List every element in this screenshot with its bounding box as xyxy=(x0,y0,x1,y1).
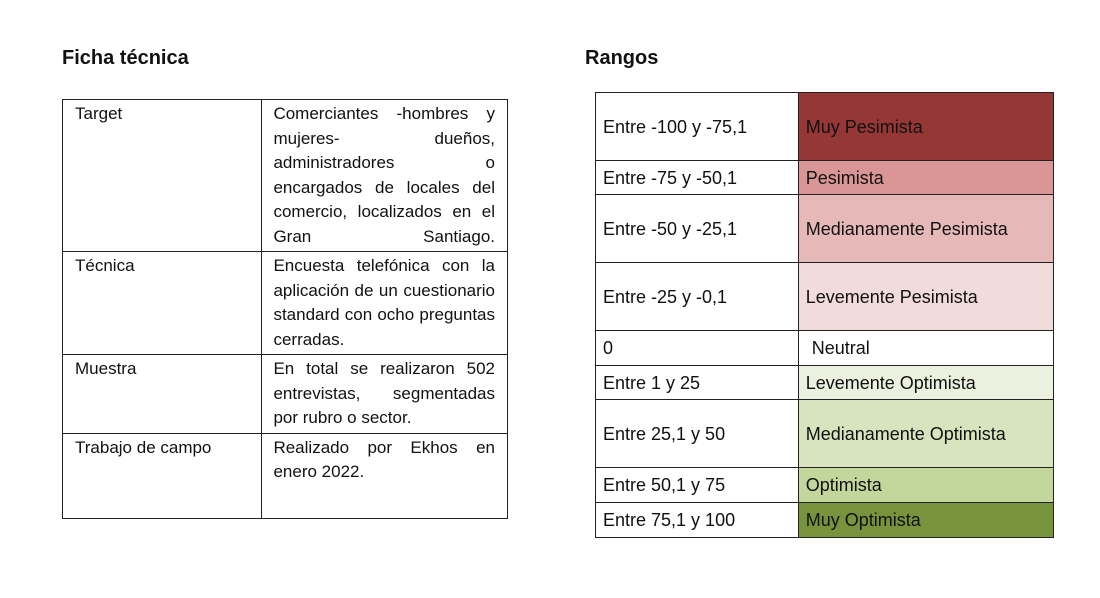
category-cell-neutral: Neutral xyxy=(798,331,1053,366)
range-cell: Entre 50,1 y 75 xyxy=(596,468,799,503)
category-cell-muy-optimista: Muy Optimista xyxy=(798,503,1053,538)
category-cell-levemente-optimista: Levemente Optimista xyxy=(798,366,1053,400)
range-cell: Entre 25,1 y 50 xyxy=(596,400,799,468)
category-cell-optimista: Optimista xyxy=(798,468,1053,503)
table-row xyxy=(63,100,508,252)
row-label-muestra: Muestra xyxy=(63,355,262,434)
table-row xyxy=(596,468,1054,503)
range-cell: Entre -100 y -75,1 xyxy=(596,93,799,161)
ficha-tecnica-table xyxy=(62,99,508,519)
range-cell: Entre -50 y -25,1 xyxy=(596,195,799,263)
table-row xyxy=(63,355,508,434)
table-row xyxy=(596,93,1054,161)
range-cell: Entre -75 y -50,1 xyxy=(596,161,799,195)
category-cell-levemente-pesimista: Levemente Pesimista xyxy=(798,263,1053,331)
range-cell: 0 xyxy=(596,331,799,366)
table-row xyxy=(596,400,1054,468)
category-cell-muy-pesimista: Muy Pesimista xyxy=(798,93,1053,161)
row-label-tecnica: Técnica xyxy=(63,252,262,355)
row-label-target: Target xyxy=(63,100,262,252)
rangos-heading: Rangos xyxy=(585,47,659,69)
table-row xyxy=(596,161,1054,195)
ficha-tecnica-heading: Ficha técnica xyxy=(62,47,189,69)
category-cell-medianamente-optimista: Medianamente Optimista xyxy=(798,400,1053,468)
rangos-table xyxy=(595,92,1054,538)
row-value-muestra: En total se realizaron 502 entrevistas, segmentadas por rubro o sector. xyxy=(262,355,508,434)
category-cell-medianamente-pesimista: Medianamente Pesimista xyxy=(798,195,1053,263)
table-row xyxy=(596,503,1054,538)
row-value-trabajo-de-campo: Realizado por Ekhos en enero 2022. xyxy=(262,433,508,518)
table-row xyxy=(596,331,1054,366)
row-label-trabajo-de-campo: Trabajo de campo xyxy=(63,433,262,518)
table-row xyxy=(63,252,508,355)
table-row xyxy=(596,195,1054,263)
table-row xyxy=(63,433,508,518)
range-cell: Entre -25 y -0,1 xyxy=(596,263,799,331)
category-cell-pesimista: Pesimista xyxy=(798,161,1053,195)
table-row xyxy=(596,366,1054,400)
range-cell: Entre 75,1 y 100 xyxy=(596,503,799,538)
range-cell: Entre 1 y 25 xyxy=(596,366,799,400)
row-value-target: Comerciantes -hombres y mujeres- dueños, administradores o encargados de locales del comercio, localizados en el Gran Santiago. xyxy=(262,100,508,252)
table-row xyxy=(596,263,1054,331)
row-value-tecnica: Encuesta telefónica con la aplicación de un cuestionario standard con ocho preguntas cerradas. xyxy=(262,252,508,355)
